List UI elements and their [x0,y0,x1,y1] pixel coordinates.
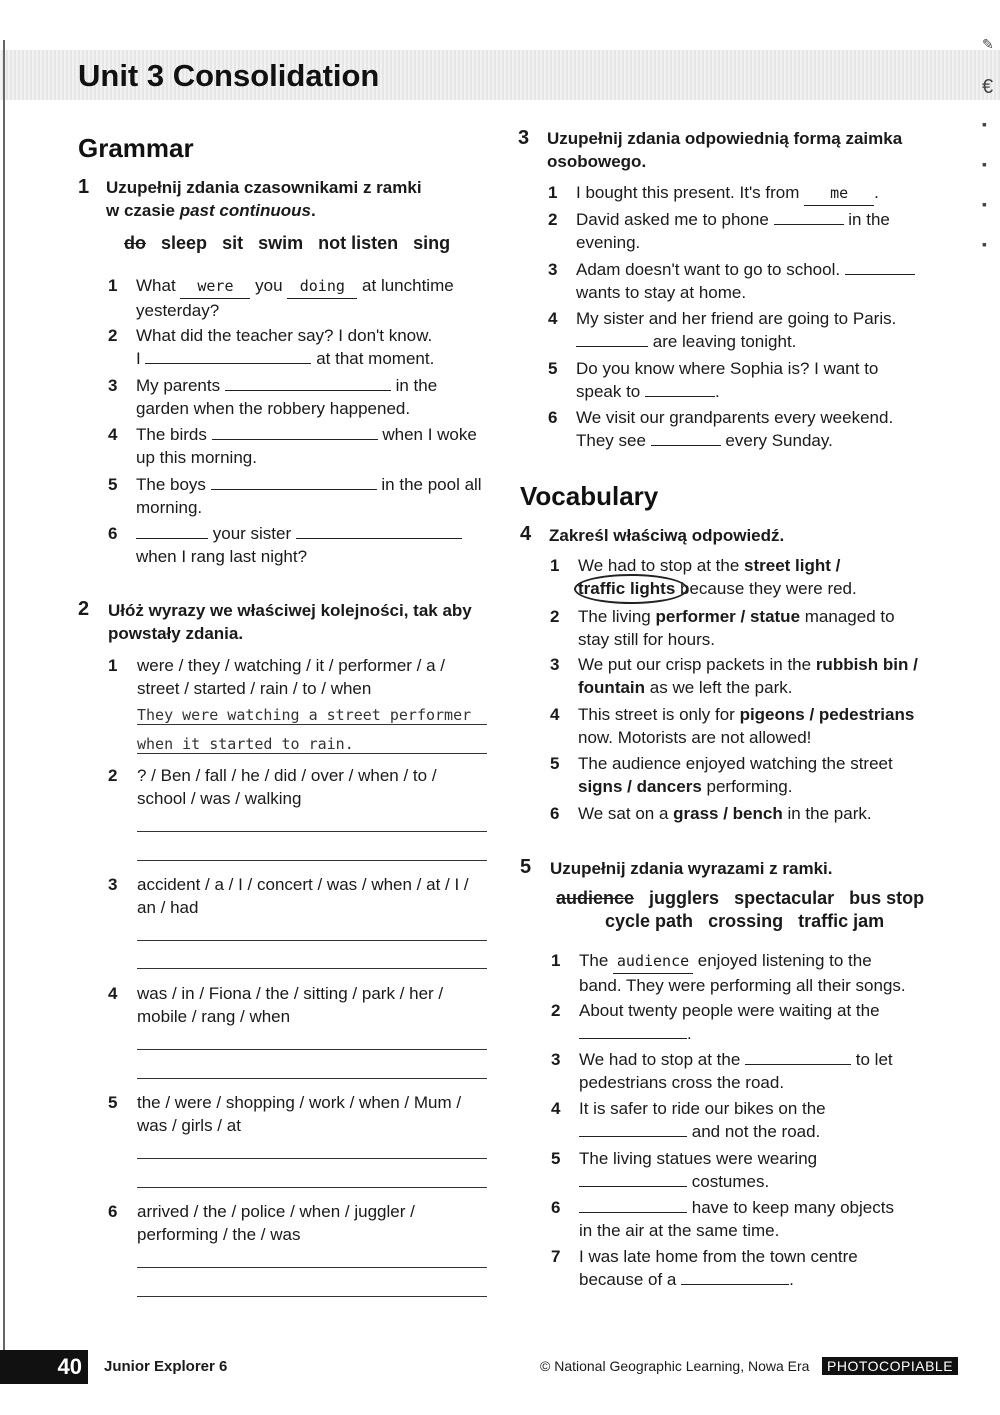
margin-mark: ▪ [982,236,987,252]
answer-field[interactable] [845,258,915,275]
list-item: 3 We put our crisp packets in the rubbish bin / fountain as we left the park. [550,655,918,697]
list-item: 6 We sat on a grass / bench in the park. [550,804,872,823]
exercise-instruction: Ułóż wyrazy we właściwej kolejności, tak aby powstały zdania. [108,601,472,643]
list-item: 5 The living statues were wearing costumes. [551,1149,818,1191]
answer-field[interactable]: when it started to rain. [137,735,487,754]
list-item: 5 The audience enjoyed watching the street signs / dancers performing. [550,754,893,796]
exercise-number: 1 [78,176,90,198]
exercise-instruction: Uzupełnij zdania czasownikami z ramki w czasie past continuous. [106,178,422,220]
answer-field[interactable]: They were watching a street performer [137,706,487,725]
list-item: 1 The audience enjoyed listening to the band. They were performing all their songs. [551,951,906,995]
photocopiable-badge: PHOTOCOPIABLE [822,1357,958,1375]
answer-field[interactable] [579,1170,687,1187]
answer-field[interactable] [579,1120,687,1137]
list-item: 2 David asked me to phone in the evening. [548,210,890,252]
exercise-number: 4 [520,523,532,545]
answer-line[interactable] [137,968,487,969]
answer-field[interactable] [211,473,377,490]
margin-mark: ▪ [982,116,987,132]
option-choice[interactable]: pigeons / pedestrians [739,705,915,724]
vocabulary-heading: Vocabulary [520,481,659,511]
answer-field[interactable] [212,423,378,440]
answer-field[interactable]: were [180,275,250,299]
answer-line[interactable] [137,1267,487,1268]
list-item: 2 ? / Ben / fall / he / did / over / when / to / school / was / walking [108,766,437,808]
exercise-number: 5 [520,856,532,878]
list-item: 5 Do you know where Sophia is? I want to speak to . [548,359,879,401]
list-item: 6 your sister when I rang last night? [108,522,508,568]
answer-line[interactable] [137,831,487,832]
word-box-row2: cycle path crossing traffic jam [605,911,885,931]
answer-line[interactable] [137,860,487,861]
word-box: do sleep sit swim not listen sing [124,233,451,253]
answer-line[interactable] [137,940,487,941]
exercise-instruction: Uzupełnij zdania wyrazami z ramki. [550,859,833,878]
list-item: 2 The living performer / statue managed to stay still for hours. [550,607,895,649]
list-item: 1 I bought this present. It's from me . [548,181,948,206]
list-item: 5 The boys in the pool all morning. [108,475,482,517]
list-item: 4 This street is only for pigeons / pedestrians now. Motorists are not allowed! [550,705,915,747]
exercise-number: 3 [518,127,530,149]
list-item: 1 What were you doing at lunchtime yesterday? [108,276,454,320]
margin-mark: ▪ [982,196,987,212]
margin-mark: ▪ [982,156,987,172]
answer-field[interactable] [745,1048,851,1065]
copyright: © National Geographic Learning, Nowa Era [540,1358,810,1374]
scan-edge [3,40,5,1370]
list-item: 6 have to keep many objects in the air at the same time. [551,1198,894,1240]
list-item: 4 My sister and her friend are going to Paris. are leaving tonight. [548,309,897,351]
option-choice[interactable]: signs / dancers [578,777,702,796]
list-item: 4 It is safer to ride our bikes on the and not the road. [551,1099,826,1141]
answer-field[interactable] [225,374,391,391]
answer-field[interactable] [651,429,721,446]
list-item: 1 were / they / watching / it / performer / a / street / started / rain / to / when [108,656,446,698]
list-item: 3 We had to stop at the to let pedestrians cross the road. [551,1050,893,1092]
answer-field[interactable] [774,208,844,225]
option-choice[interactable]: rubbish bin / [815,655,918,674]
answer-line[interactable] [137,1296,487,1297]
list-item: 7 I was late home from the town centre because of a . [551,1247,858,1289]
option-choice[interactable]: fountain [578,678,646,697]
list-item: 3 Adam doesn't want to go to school. wants to stay at home. [548,258,948,304]
exercise-instruction: Uzupełnij zdania odpowiednią formą zaimka osobowego. [547,129,903,171]
answer-line[interactable] [137,1049,487,1050]
list-item: 4 The birds when I woke up this morning. [108,425,477,467]
answer-field[interactable] [296,522,462,539]
answer-line[interactable] [137,1187,487,1188]
option-choice[interactable]: performer / statue [655,607,801,626]
grammar-heading: Grammar [78,133,194,163]
list-item: 5 the / were / shopping / work / when / Mum / was / girls / at [108,1093,462,1135]
margin-mark: ✎ [982,36,994,52]
page-number: 40 [0,1350,88,1384]
exercise-instruction: Zakreśl właściwą odpowiedź. [549,526,785,545]
list-item: 4 was / in / Fiona / the / sitting / park / her / mobile / rang / when [108,984,444,1026]
book-title: Junior Explorer 6 [104,1358,228,1375]
answer-field[interactable]: audience [613,950,693,974]
answer-field[interactable] [579,1022,687,1039]
answer-field[interactable] [576,330,648,347]
list-item: 3 My parents in the garden when the robbery happened. [108,376,438,418]
answer-field[interactable]: doing [287,275,357,299]
list-item: 1 We had to stop at the street light / traffic lights because they were red. [550,556,857,598]
answer-circle [574,574,688,604]
word-box: audience jugglers spectacular bus stop [556,888,925,908]
list-item: 6 We visit our grandparents every weekend. They see every Sunday. [548,408,894,450]
answer-field[interactable] [145,347,311,364]
option-choice[interactable]: grass / bench [673,804,783,823]
answer-field[interactable] [579,1196,687,1213]
option-circled[interactable]: traffic lights [578,579,676,598]
margin-mark: € [982,76,994,98]
answer-field[interactable] [136,522,208,539]
answer-line[interactable] [137,1158,487,1159]
answer-line[interactable] [137,1078,487,1079]
list-item: 3 accident / a / I / concert / was / when / at / I / an / had [108,875,469,917]
list-item: 2 What did the teacher say? I don't know. I at that moment. [108,326,435,368]
answer-field[interactable] [645,380,715,397]
list-item: 2 About twenty people were waiting at the . [551,1001,880,1043]
answer-field[interactable] [681,1268,789,1285]
page-title: Unit 3 Consolidation [78,58,380,93]
list-item: 6 arrived / the / police / when / juggler / performing / the / was [108,1202,415,1244]
exercise-number: 2 [78,598,90,620]
answer-field[interactable]: me [804,182,874,206]
